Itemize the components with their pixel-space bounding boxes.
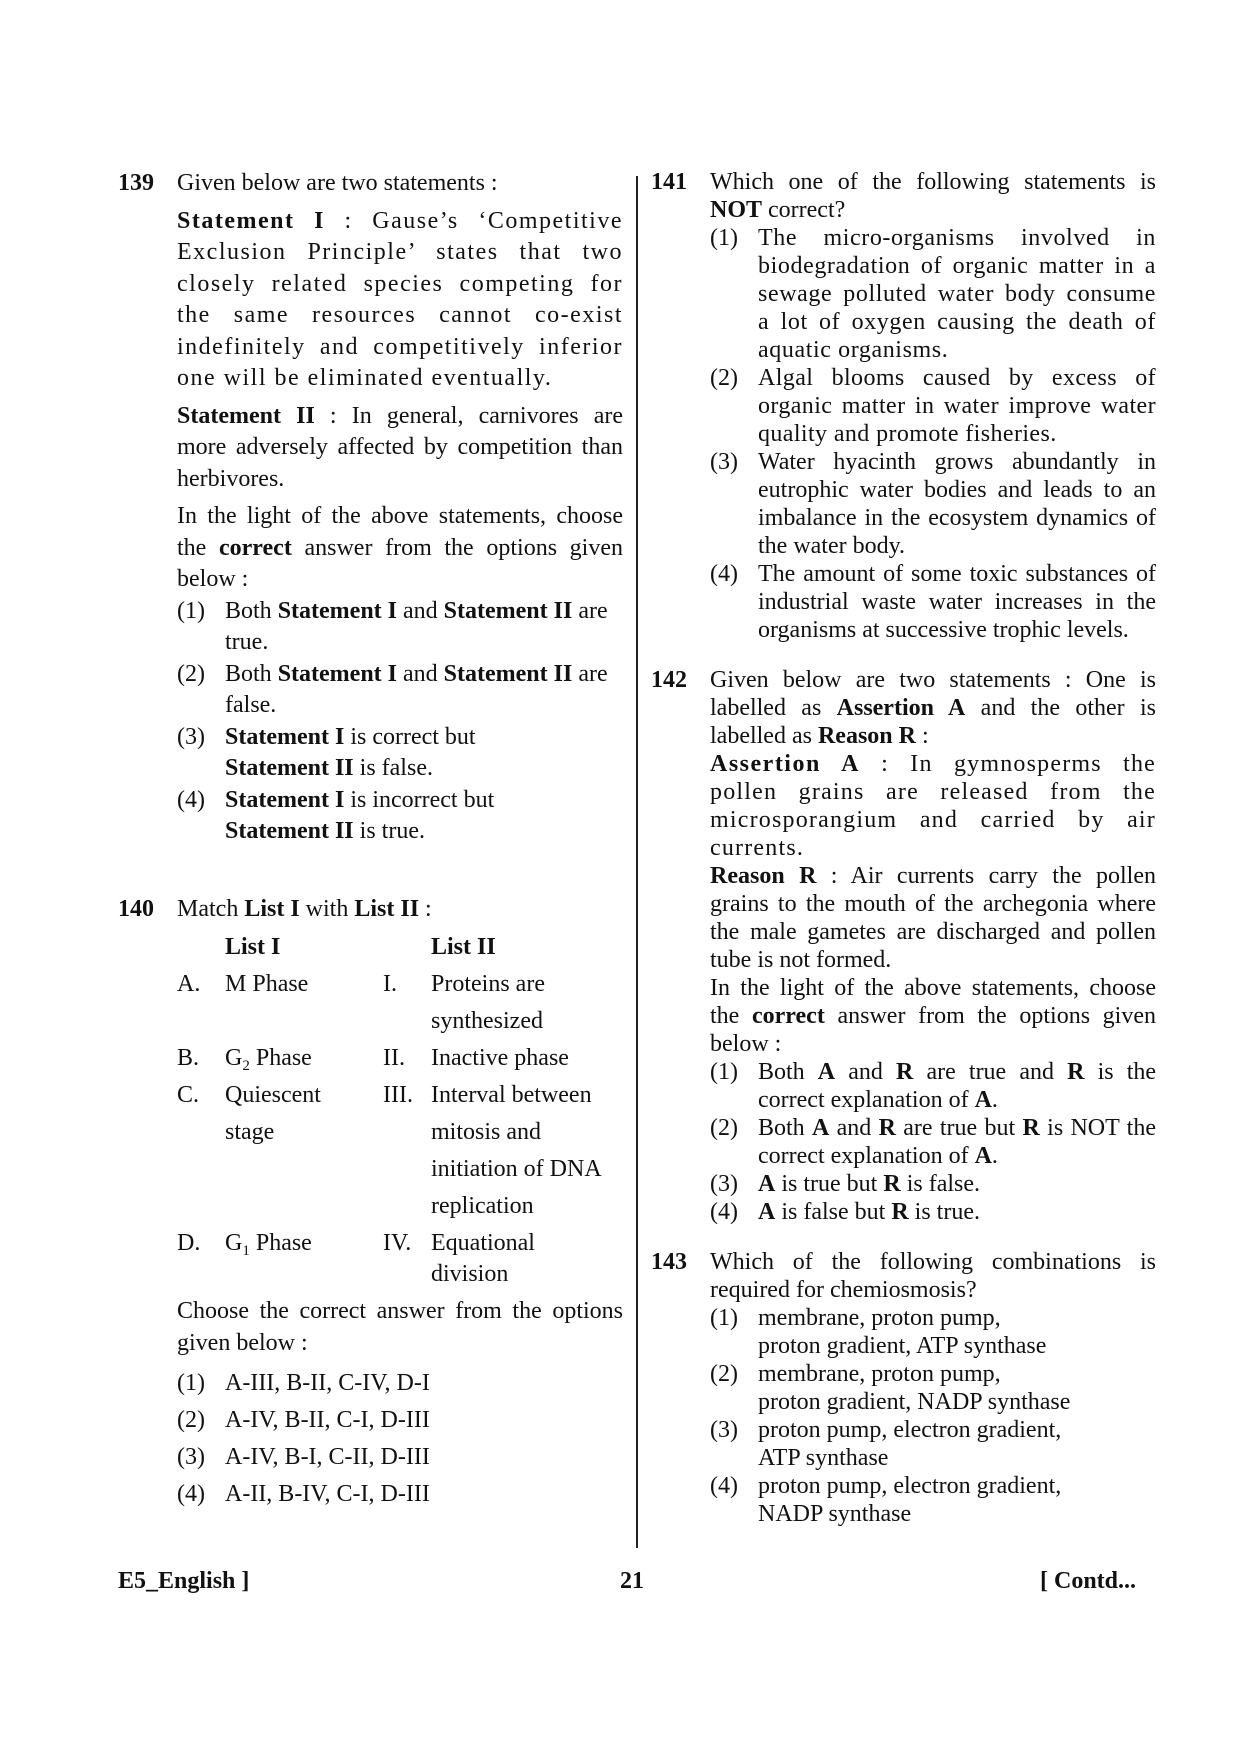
question-instruction: Choose the correct answer from the options given below : [177, 1298, 623, 1356]
reason: Reason R : Air currents carry the pollen grains to the mouth of the archegonia where the male gametes are discharged and pollen tube is not formed. [710, 863, 1156, 973]
option-4[interactable]: (4) The amount of some toxic substances of industrial waste water increases in the organisms at successive trophic levels. [710, 561, 1156, 643]
option-1[interactable]: (1) Both Statement I and Statement II are true. [177, 597, 608, 655]
question-intro: Which one of the following statements is NOT correct? [710, 169, 1156, 223]
question-number: 143 [651, 1249, 687, 1275]
question-139 [118, 168, 623, 848]
assertion: Assertion A : In gymnosperms the pollen grains are released from the microsporangium and carried by air currents. [710, 751, 1156, 861]
option-3[interactable]: (3) proton pump, electron gradient, ATP synthase [710, 1417, 1062, 1471]
page-number: 21 [620, 1568, 644, 1594]
question-140 [118, 894, 623, 1514]
option-4[interactable]: (4) Statement I is incorrect but Statement II is true. [177, 786, 495, 844]
question-intro: Which of the following combinations is required for chemiosmosis? [710, 1249, 1156, 1303]
footer-right: [ Contd... [1040, 1568, 1137, 1594]
option-2[interactable]: (2) membrane, proton pump, proton gradient, NADP synthase [710, 1361, 1071, 1415]
option-1[interactable]: (1) Both A and R are true and R is the correct explanation of A. [710, 1059, 1157, 1113]
question-number: 142 [651, 667, 687, 693]
option-3[interactable]: (3) A-IV, B-I, C-II, D-III [177, 1444, 430, 1470]
question-142 [651, 666, 1156, 1226]
column-divider [636, 176, 638, 1548]
statement-1: Statement I : Gause’s ‘Competitive Exclusion Principle’ states that two closely related species competing for the same resources cannot co-exist indefinitely and competitively inferior one will be eliminated eventually. [177, 207, 623, 391]
question-intro: Given below are two statements : [177, 170, 498, 196]
question-number: 139 [118, 170, 154, 196]
option-4[interactable]: (4) A is false but R is true. [710, 1199, 980, 1225]
match-row: D. $G_1$ Phase IV. Equational division [177, 1230, 535, 1287]
option-3[interactable]: (3) Statement I is correct but Statement II is false. [177, 723, 476, 781]
option-3[interactable]: (3) Water hyacinth grows abundantly in eutrophic water bodies and leads to an imbalance in the ecosystem dynamics of the water body. [710, 449, 1156, 559]
match-table [177, 929, 611, 1290]
question-intro: Match List I with List II : [177, 895, 432, 922]
right-column [651, 169, 1157, 1528]
option-4[interactable]: (4) A-II, B-IV, C-I, D-III [177, 1481, 430, 1507]
question-141 [651, 168, 1156, 644]
match-row: B. $G_2$ Phase II. Inactive phase [177, 1045, 569, 1074]
option-2[interactable]: (2) Both Statement I and Statement II are false. [177, 660, 608, 718]
question-143 [651, 1248, 1156, 1528]
question-instruction: In the light of the above statements, choose the correct answer from the options given below : [710, 975, 1157, 1057]
option-4[interactable]: (4) proton pump, electron gradient, NADP synthase [710, 1473, 1062, 1527]
question-intro: Given below are two statements : One is labelled as Assertion A and the other is labelled as Reason R : [710, 667, 1156, 749]
question-instruction: In the light of the above statements, choose the correct answer from the options given below : [177, 503, 624, 592]
match-row: A. M Phase I. Proteins are synthesized [177, 971, 545, 1034]
match-row: C. Quiescent stage III. Interval between mitosis and initiation of DNA replication [177, 1082, 601, 1219]
question-number: 140 [118, 895, 154, 922]
option-2[interactable]: (2) A-IV, B-II, C-I, D-III [177, 1407, 430, 1433]
footer-left: E5_English ] [118, 1568, 250, 1594]
option-3[interactable]: (3) A is true but R is false. [710, 1171, 980, 1197]
match-header: List I List II [225, 934, 496, 960]
option-1[interactable]: (1) membrane, proton pump, proton gradient, ATP synthase [710, 1305, 1047, 1359]
question-number: 141 [651, 169, 687, 195]
option-2[interactable]: (2) Algal blooms caused by excess of organic matter in water improve water quality and promote fisheries. [710, 365, 1156, 447]
option-2[interactable]: (2) Both A and R are true but R is NOT the correct explanation of A. [710, 1115, 1156, 1169]
option-1[interactable]: (1) The micro-organisms involved in biodegradation of organic matter in a sewage polluted water body consume a lot of oxygen causing the death of aquatic organisms. [710, 225, 1156, 363]
option-1[interactable]: (1) A-III, B-II, C-IV, D-I [177, 1370, 430, 1396]
left-column [118, 172, 623, 1513]
statement-2: Statement II : In general, carnivores are more adversely affected by competition than herbivores. [177, 402, 623, 492]
